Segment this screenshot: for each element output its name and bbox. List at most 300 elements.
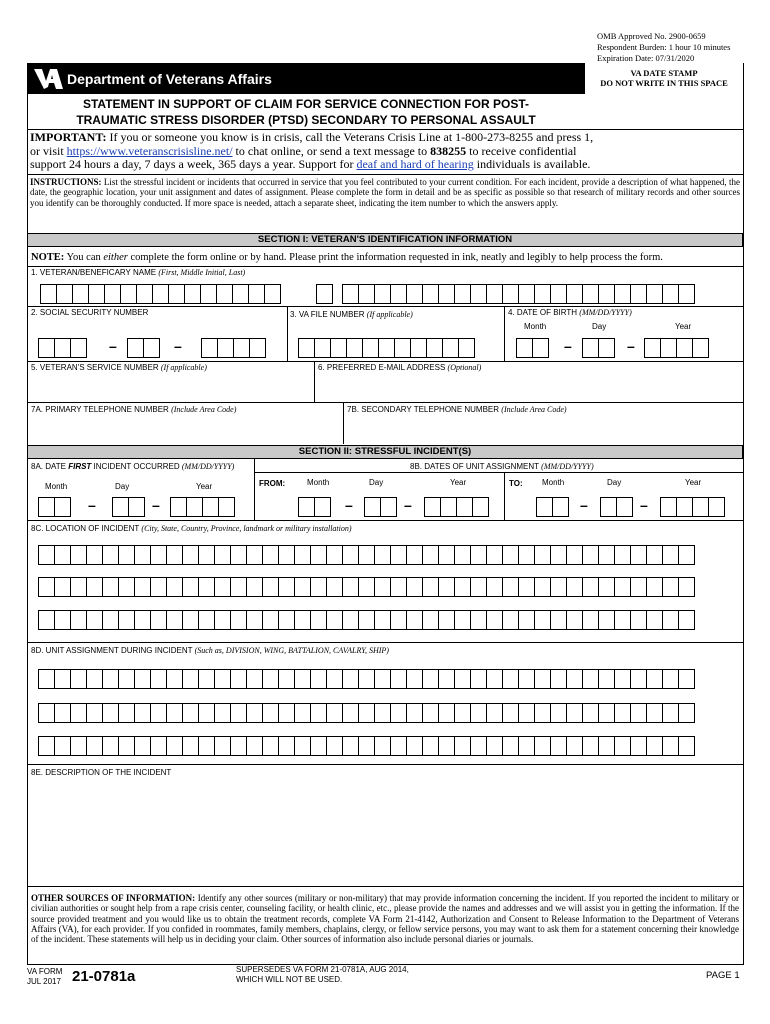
char-cell[interactable]	[502, 610, 519, 630]
char-cell[interactable]	[374, 577, 391, 597]
char-cell[interactable]	[662, 284, 679, 304]
assignment-from-month-input[interactable]	[298, 497, 330, 517]
char-cell[interactable]	[374, 284, 391, 304]
char-cell[interactable]	[358, 284, 375, 304]
char-cell[interactable]	[502, 669, 519, 689]
char-cell[interactable]	[54, 338, 71, 358]
char-cell[interactable]	[582, 703, 599, 723]
char-cell[interactable]	[118, 610, 135, 630]
char-cell[interactable]	[294, 577, 311, 597]
char-cell[interactable]	[316, 284, 333, 304]
char-cell[interactable]	[70, 669, 87, 689]
char-cell[interactable]	[54, 736, 71, 756]
char-cell[interactable]	[278, 610, 295, 630]
char-cell[interactable]	[374, 669, 391, 689]
char-cell[interactable]	[692, 338, 709, 358]
char-cell[interactable]	[248, 284, 265, 304]
char-cell[interactable]	[502, 703, 519, 723]
char-cell[interactable]	[598, 703, 615, 723]
char-cell[interactable]	[70, 338, 87, 358]
char-cell[interactable]	[86, 703, 103, 723]
ssn-part-1-input[interactable]	[38, 338, 86, 358]
char-cell[interactable]	[534, 577, 551, 597]
char-cell[interactable]	[150, 669, 167, 689]
char-cell[interactable]	[182, 610, 199, 630]
char-cell[interactable]	[200, 284, 217, 304]
char-cell[interactable]	[70, 703, 87, 723]
char-cell[interactable]	[70, 577, 87, 597]
char-cell[interactable]	[550, 545, 567, 565]
assignment-to-year-input[interactable]	[660, 497, 724, 517]
assignment-from-day-input[interactable]	[364, 497, 396, 517]
char-cell[interactable]	[326, 610, 343, 630]
char-cell[interactable]	[201, 338, 218, 358]
char-cell[interactable]	[326, 703, 343, 723]
char-cell[interactable]	[230, 610, 247, 630]
char-cell[interactable]	[314, 497, 331, 517]
char-cell[interactable]	[54, 577, 71, 597]
char-cell[interactable]	[470, 703, 487, 723]
char-cell[interactable]	[630, 610, 647, 630]
char-cell[interactable]	[38, 497, 55, 517]
char-cell[interactable]	[150, 545, 167, 565]
char-cell[interactable]	[86, 610, 103, 630]
char-cell[interactable]	[534, 545, 551, 565]
char-cell[interactable]	[330, 338, 347, 358]
char-cell[interactable]	[614, 736, 631, 756]
char-cell[interactable]	[534, 703, 551, 723]
char-cell[interactable]	[314, 338, 331, 358]
char-cell[interactable]	[54, 703, 71, 723]
char-cell[interactable]	[550, 703, 567, 723]
char-cell[interactable]	[374, 545, 391, 565]
char-cell[interactable]	[230, 703, 247, 723]
char-cell[interactable]	[552, 497, 569, 517]
char-cell[interactable]	[598, 545, 615, 565]
char-cell[interactable]	[676, 497, 693, 517]
char-cell[interactable]	[202, 497, 219, 517]
char-cell[interactable]	[486, 610, 503, 630]
char-cell[interactable]	[218, 497, 235, 517]
char-cell[interactable]	[214, 577, 231, 597]
char-cell[interactable]	[630, 669, 647, 689]
char-cell[interactable]	[346, 338, 363, 358]
char-cell[interactable]	[582, 610, 599, 630]
char-cell[interactable]	[54, 669, 71, 689]
char-cell[interactable]	[646, 736, 663, 756]
char-cell[interactable]	[54, 545, 71, 565]
char-cell[interactable]	[310, 577, 327, 597]
char-cell[interactable]	[128, 497, 145, 517]
char-cell[interactable]	[630, 577, 647, 597]
veteran-last-name-input[interactable]	[342, 284, 694, 304]
char-cell[interactable]	[246, 736, 263, 756]
char-cell[interactable]	[70, 545, 87, 565]
char-cell[interactable]	[472, 497, 489, 517]
char-cell[interactable]	[582, 577, 599, 597]
char-cell[interactable]	[566, 736, 583, 756]
char-cell[interactable]	[394, 338, 411, 358]
char-cell[interactable]	[486, 545, 503, 565]
char-cell[interactable]	[662, 577, 679, 597]
char-cell[interactable]	[310, 736, 327, 756]
char-cell[interactable]	[358, 669, 375, 689]
char-cell[interactable]	[678, 577, 695, 597]
char-cell[interactable]	[186, 497, 203, 517]
char-cell[interactable]	[598, 736, 615, 756]
char-cell[interactable]	[502, 577, 519, 597]
char-cell[interactable]	[214, 610, 231, 630]
char-cell[interactable]	[406, 703, 423, 723]
char-cell[interactable]	[422, 736, 439, 756]
deaf-hearing-link[interactable]: deaf and hard of hearing	[356, 157, 474, 171]
char-cell[interactable]	[390, 545, 407, 565]
char-cell[interactable]	[143, 338, 160, 358]
char-cell[interactable]	[102, 545, 119, 565]
incident-description-input[interactable]	[28, 780, 742, 886]
char-cell[interactable]	[278, 545, 295, 565]
char-cell[interactable]	[550, 669, 567, 689]
char-cell[interactable]	[660, 338, 677, 358]
va-file-number-input[interactable]	[298, 338, 474, 358]
char-cell[interactable]	[278, 736, 295, 756]
char-cell[interactable]	[262, 669, 279, 689]
char-cell[interactable]	[662, 610, 679, 630]
char-cell[interactable]	[598, 338, 615, 358]
char-cell[interactable]	[566, 284, 583, 304]
assignment-to-month-input[interactable]	[536, 497, 568, 517]
char-cell[interactable]	[458, 338, 475, 358]
char-cell[interactable]	[438, 703, 455, 723]
char-cell[interactable]	[454, 284, 471, 304]
char-cell[interactable]	[630, 703, 647, 723]
char-cell[interactable]	[566, 577, 583, 597]
char-cell[interactable]	[422, 284, 439, 304]
char-cell[interactable]	[246, 545, 263, 565]
char-cell[interactable]	[598, 669, 615, 689]
char-cell[interactable]	[134, 669, 151, 689]
char-cell[interactable]	[278, 703, 295, 723]
char-cell[interactable]	[342, 284, 359, 304]
char-cell[interactable]	[198, 703, 215, 723]
char-cell[interactable]	[380, 497, 397, 517]
char-cell[interactable]	[390, 577, 407, 597]
char-cell[interactable]	[708, 497, 725, 517]
char-cell[interactable]	[374, 736, 391, 756]
char-cell[interactable]	[390, 736, 407, 756]
char-cell[interactable]	[676, 338, 693, 358]
char-cell[interactable]	[102, 669, 119, 689]
char-cell[interactable]	[662, 703, 679, 723]
unit-line-3-input[interactable]	[38, 736, 694, 756]
char-cell[interactable]	[102, 703, 119, 723]
char-cell[interactable]	[502, 545, 519, 565]
char-cell[interactable]	[550, 577, 567, 597]
char-cell[interactable]	[470, 669, 487, 689]
char-cell[interactable]	[518, 577, 535, 597]
char-cell[interactable]	[262, 703, 279, 723]
char-cell[interactable]	[86, 669, 103, 689]
veteran-first-name-input[interactable]	[40, 284, 280, 304]
char-cell[interactable]	[118, 669, 135, 689]
char-cell[interactable]	[442, 338, 459, 358]
char-cell[interactable]	[614, 703, 631, 723]
char-cell[interactable]	[374, 703, 391, 723]
char-cell[interactable]	[678, 545, 695, 565]
char-cell[interactable]	[534, 669, 551, 689]
char-cell[interactable]	[454, 610, 471, 630]
char-cell[interactable]	[486, 284, 503, 304]
char-cell[interactable]	[118, 577, 135, 597]
char-cell[interactable]	[422, 669, 439, 689]
char-cell[interactable]	[230, 669, 247, 689]
char-cell[interactable]	[630, 736, 647, 756]
char-cell[interactable]	[678, 669, 695, 689]
char-cell[interactable]	[534, 610, 551, 630]
char-cell[interactable]	[390, 669, 407, 689]
char-cell[interactable]	[454, 736, 471, 756]
ssn-part-3-input[interactable]	[201, 338, 265, 358]
char-cell[interactable]	[518, 545, 535, 565]
char-cell[interactable]	[230, 736, 247, 756]
char-cell[interactable]	[582, 545, 599, 565]
char-cell[interactable]	[310, 669, 327, 689]
char-cell[interactable]	[358, 577, 375, 597]
ssn-part-2-input[interactable]	[127, 338, 159, 358]
char-cell[interactable]	[390, 284, 407, 304]
char-cell[interactable]	[233, 338, 250, 358]
incident-month-input[interactable]	[38, 497, 70, 517]
char-cell[interactable]	[217, 338, 234, 358]
char-cell[interactable]	[600, 497, 617, 517]
char-cell[interactable]	[264, 284, 281, 304]
char-cell[interactable]	[358, 545, 375, 565]
char-cell[interactable]	[246, 577, 263, 597]
char-cell[interactable]	[70, 610, 87, 630]
char-cell[interactable]	[166, 669, 183, 689]
char-cell[interactable]	[262, 545, 279, 565]
char-cell[interactable]	[456, 497, 473, 517]
char-cell[interactable]	[278, 577, 295, 597]
location-line-1-input[interactable]	[38, 545, 694, 565]
dob-month-input[interactable]	[516, 338, 548, 358]
char-cell[interactable]	[134, 610, 151, 630]
char-cell[interactable]	[566, 703, 583, 723]
char-cell[interactable]	[262, 736, 279, 756]
char-cell[interactable]	[614, 610, 631, 630]
char-cell[interactable]	[470, 736, 487, 756]
char-cell[interactable]	[390, 703, 407, 723]
char-cell[interactable]	[662, 545, 679, 565]
char-cell[interactable]	[406, 669, 423, 689]
char-cell[interactable]	[518, 736, 535, 756]
char-cell[interactable]	[216, 284, 233, 304]
char-cell[interactable]	[150, 610, 167, 630]
crisis-line-link[interactable]: https://www.veteranscrisisline.net/	[66, 143, 233, 158]
char-cell[interactable]	[534, 736, 551, 756]
char-cell[interactable]	[54, 497, 71, 517]
char-cell[interactable]	[86, 577, 103, 597]
char-cell[interactable]	[38, 669, 55, 689]
char-cell[interactable]	[170, 497, 187, 517]
char-cell[interactable]	[550, 736, 567, 756]
char-cell[interactable]	[646, 669, 663, 689]
char-cell[interactable]	[342, 669, 359, 689]
char-cell[interactable]	[38, 338, 55, 358]
char-cell[interactable]	[692, 497, 709, 517]
char-cell[interactable]	[150, 577, 167, 597]
char-cell[interactable]	[364, 497, 381, 517]
char-cell[interactable]	[54, 610, 71, 630]
char-cell[interactable]	[88, 284, 105, 304]
char-cell[interactable]	[566, 610, 583, 630]
char-cell[interactable]	[646, 577, 663, 597]
char-cell[interactable]	[342, 545, 359, 565]
char-cell[interactable]	[662, 669, 679, 689]
char-cell[interactable]	[342, 577, 359, 597]
char-cell[interactable]	[614, 284, 631, 304]
char-cell[interactable]	[614, 545, 631, 565]
char-cell[interactable]	[646, 284, 663, 304]
char-cell[interactable]	[616, 497, 633, 517]
char-cell[interactable]	[118, 736, 135, 756]
unit-line-2-input[interactable]	[38, 703, 694, 723]
char-cell[interactable]	[358, 703, 375, 723]
char-cell[interactable]	[502, 736, 519, 756]
char-cell[interactable]	[166, 577, 183, 597]
char-cell[interactable]	[326, 545, 343, 565]
char-cell[interactable]	[230, 545, 247, 565]
char-cell[interactable]	[374, 610, 391, 630]
veteran-middle-initial-input[interactable]	[316, 284, 332, 304]
char-cell[interactable]	[630, 545, 647, 565]
char-cell[interactable]	[536, 497, 553, 517]
char-cell[interactable]	[246, 610, 263, 630]
incident-year-input[interactable]	[170, 497, 234, 517]
char-cell[interactable]	[646, 545, 663, 565]
location-line-2-input[interactable]	[38, 577, 694, 597]
char-cell[interactable]	[56, 284, 73, 304]
char-cell[interactable]	[582, 669, 599, 689]
char-cell[interactable]	[598, 610, 615, 630]
char-cell[interactable]	[454, 545, 471, 565]
char-cell[interactable]	[358, 610, 375, 630]
char-cell[interactable]	[662, 736, 679, 756]
char-cell[interactable]	[249, 338, 266, 358]
char-cell[interactable]	[422, 545, 439, 565]
char-cell[interactable]	[310, 545, 327, 565]
char-cell[interactable]	[406, 577, 423, 597]
dob-year-input[interactable]	[644, 338, 708, 358]
char-cell[interactable]	[38, 545, 55, 565]
char-cell[interactable]	[70, 736, 87, 756]
char-cell[interactable]	[298, 338, 315, 358]
char-cell[interactable]	[614, 669, 631, 689]
char-cell[interactable]	[440, 497, 457, 517]
char-cell[interactable]	[134, 545, 151, 565]
char-cell[interactable]	[86, 736, 103, 756]
char-cell[interactable]	[86, 545, 103, 565]
char-cell[interactable]	[486, 736, 503, 756]
char-cell[interactable]	[598, 284, 615, 304]
char-cell[interactable]	[38, 577, 55, 597]
char-cell[interactable]	[166, 703, 183, 723]
char-cell[interactable]	[214, 545, 231, 565]
char-cell[interactable]	[358, 736, 375, 756]
char-cell[interactable]	[182, 545, 199, 565]
char-cell[interactable]	[127, 338, 144, 358]
char-cell[interactable]	[198, 545, 215, 565]
char-cell[interactable]	[294, 545, 311, 565]
char-cell[interactable]	[310, 703, 327, 723]
dob-day-input[interactable]	[582, 338, 614, 358]
char-cell[interactable]	[198, 669, 215, 689]
char-cell[interactable]	[470, 610, 487, 630]
char-cell[interactable]	[454, 703, 471, 723]
char-cell[interactable]	[406, 284, 423, 304]
char-cell[interactable]	[278, 669, 295, 689]
char-cell[interactable]	[630, 284, 647, 304]
char-cell[interactable]	[294, 610, 311, 630]
char-cell[interactable]	[246, 703, 263, 723]
char-cell[interactable]	[326, 736, 343, 756]
char-cell[interactable]	[406, 545, 423, 565]
char-cell[interactable]	[104, 284, 121, 304]
char-cell[interactable]	[518, 669, 535, 689]
char-cell[interactable]	[518, 703, 535, 723]
incident-day-input[interactable]	[112, 497, 144, 517]
assignment-to-day-input[interactable]	[600, 497, 632, 517]
char-cell[interactable]	[150, 703, 167, 723]
char-cell[interactable]	[198, 577, 215, 597]
char-cell[interactable]	[550, 610, 567, 630]
char-cell[interactable]	[470, 284, 487, 304]
char-cell[interactable]	[38, 736, 55, 756]
char-cell[interactable]	[102, 577, 119, 597]
char-cell[interactable]	[294, 736, 311, 756]
char-cell[interactable]	[182, 736, 199, 756]
char-cell[interactable]	[550, 284, 567, 304]
char-cell[interactable]	[534, 284, 551, 304]
char-cell[interactable]	[214, 736, 231, 756]
char-cell[interactable]	[438, 669, 455, 689]
assignment-from-year-input[interactable]	[424, 497, 488, 517]
char-cell[interactable]	[214, 703, 231, 723]
char-cell[interactable]	[150, 736, 167, 756]
char-cell[interactable]	[518, 610, 535, 630]
char-cell[interactable]	[38, 610, 55, 630]
char-cell[interactable]	[72, 284, 89, 304]
char-cell[interactable]	[678, 284, 695, 304]
char-cell[interactable]	[644, 338, 661, 358]
char-cell[interactable]	[136, 284, 153, 304]
location-line-3-input[interactable]	[38, 610, 694, 630]
char-cell[interactable]	[422, 703, 439, 723]
char-cell[interactable]	[232, 284, 249, 304]
char-cell[interactable]	[182, 703, 199, 723]
char-cell[interactable]	[362, 338, 379, 358]
char-cell[interactable]	[438, 577, 455, 597]
char-cell[interactable]	[438, 284, 455, 304]
char-cell[interactable]	[342, 610, 359, 630]
char-cell[interactable]	[502, 284, 519, 304]
char-cell[interactable]	[678, 736, 695, 756]
char-cell[interactable]	[598, 577, 615, 597]
char-cell[interactable]	[294, 703, 311, 723]
char-cell[interactable]	[470, 545, 487, 565]
char-cell[interactable]	[518, 284, 535, 304]
char-cell[interactable]	[390, 610, 407, 630]
